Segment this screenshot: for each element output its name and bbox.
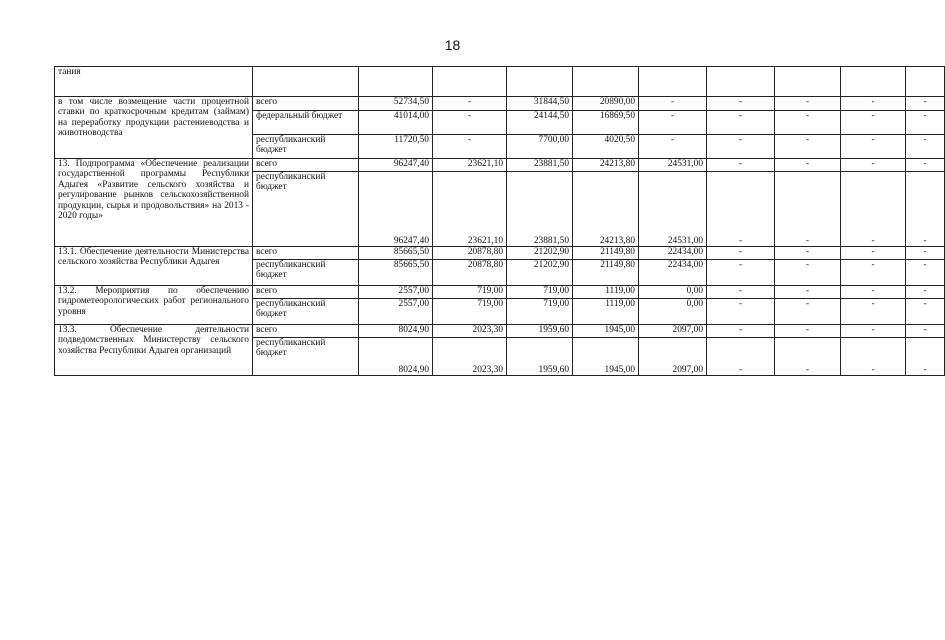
- item-name-cell: 13.1. Обеспечение деятельности Министерства сельского хозяйства Республики Адыгея: [55, 247, 253, 286]
- amount-cell: -: [841, 338, 906, 376]
- amount-cell: -: [707, 97, 775, 111]
- amount-cell: -: [775, 325, 841, 338]
- amount-cell: -: [775, 111, 841, 135]
- amount-cell: 719,00: [433, 299, 507, 325]
- funding-source-cell: федеральный бюджет: [253, 111, 359, 135]
- amount-cell: -: [775, 247, 841, 260]
- amount-cell: -: [906, 299, 945, 325]
- funding-source-cell: республиканский бюджет: [253, 260, 359, 286]
- table-row: [55, 247, 945, 260]
- amount-cell: -: [906, 325, 945, 338]
- funding-source-cell: всего: [253, 159, 359, 172]
- amount-cell: -: [775, 338, 841, 376]
- table-row: [55, 67, 945, 97]
- item-name-cell: в том числе возмещение части процентной ставки по краткосрочным кредитам (займам) на переработку продукции растениеводства и животноводства: [55, 97, 253, 159]
- amount-cell: 22434,00: [639, 260, 707, 286]
- item-name-cell: 13.3. Обеспечение деятельности подведомственных Министерству сельского хозяйства Республики Адыгея организаций: [55, 325, 253, 376]
- amount-cell: 2557,00: [359, 299, 433, 325]
- amount-cell: [573, 67, 639, 97]
- table-body: [55, 67, 945, 376]
- amount-cell: 21202,90: [507, 247, 573, 260]
- funding-source-cell: всего: [253, 97, 359, 111]
- amount-cell: 20890,00: [573, 97, 639, 111]
- amount-cell: -: [841, 159, 906, 172]
- amount-cell: -: [707, 325, 775, 338]
- amount-cell: -: [639, 97, 707, 111]
- amount-cell: -: [906, 338, 945, 376]
- amount-cell: -: [707, 111, 775, 135]
- amount-cell: -: [775, 172, 841, 247]
- amount-cell: 719,00: [507, 299, 573, 325]
- amount-cell: -: [906, 97, 945, 111]
- table-row: [55, 325, 945, 338]
- amount-cell: 41014,00: [359, 111, 433, 135]
- funding-source-cell: всего: [253, 286, 359, 299]
- amount-cell: -: [841, 325, 906, 338]
- amount-cell: -: [841, 286, 906, 299]
- budget-table: [54, 66, 945, 376]
- amount-cell: 24213,80: [573, 159, 639, 172]
- amount-cell: 2557,00: [359, 286, 433, 299]
- amount-cell: -: [775, 97, 841, 111]
- amount-cell: 23881,50: [507, 159, 573, 172]
- amount-cell: -: [775, 260, 841, 286]
- amount-cell: -: [707, 338, 775, 376]
- amount-cell: 8024,90: [359, 338, 433, 376]
- amount-cell: -: [707, 286, 775, 299]
- amount-cell: -: [433, 135, 507, 159]
- amount-cell: [906, 67, 945, 97]
- amount-cell: 85665,50: [359, 260, 433, 286]
- amount-cell: -: [707, 260, 775, 286]
- amount-cell: 52734,50: [359, 97, 433, 111]
- amount-cell: 22434,00: [639, 247, 707, 260]
- amount-cell: -: [639, 135, 707, 159]
- amount-cell: 4020,50: [573, 135, 639, 159]
- amount-cell: [507, 67, 573, 97]
- amount-cell: -: [841, 247, 906, 260]
- amount-cell: -: [707, 172, 775, 247]
- amount-cell: [841, 67, 906, 97]
- amount-cell: -: [841, 97, 906, 111]
- item-name-cell: 13.2. Мероприятия по обеспечению гидрометеорологических работ регионального уровня: [55, 286, 253, 325]
- amount-cell: -: [841, 172, 906, 247]
- amount-cell: 20878,80: [433, 260, 507, 286]
- amount-cell: 0,00: [639, 286, 707, 299]
- amount-cell: 23621,10: [433, 159, 507, 172]
- amount-cell: [359, 67, 433, 97]
- amount-cell: 719,00: [507, 286, 573, 299]
- amount-cell: 21149,80: [573, 260, 639, 286]
- funding-source-cell: республиканский бюджет: [253, 299, 359, 325]
- page-number: 18: [444, 37, 461, 53]
- amount-cell: -: [775, 299, 841, 325]
- amount-cell: 1959,60: [507, 325, 573, 338]
- amount-cell: -: [906, 260, 945, 286]
- amount-cell: -: [841, 111, 906, 135]
- amount-cell: 719,00: [433, 286, 507, 299]
- amount-cell: -: [775, 159, 841, 172]
- funding-source-cell: всего: [253, 325, 359, 338]
- amount-cell: 24531,00: [639, 159, 707, 172]
- amount-cell: -: [433, 97, 507, 111]
- amount-cell: 24531,00: [639, 172, 707, 247]
- amount-cell: 2097,00: [639, 325, 707, 338]
- amount-cell: -: [906, 135, 945, 159]
- amount-cell: -: [433, 111, 507, 135]
- amount-cell: 1119,00: [573, 299, 639, 325]
- amount-cell: -: [707, 299, 775, 325]
- funding-source-cell: республиканский бюджет: [253, 338, 359, 376]
- amount-cell: 2023,30: [433, 325, 507, 338]
- amount-cell: -: [906, 111, 945, 135]
- amount-cell: 0,00: [639, 299, 707, 325]
- amount-cell: 96247,40: [359, 159, 433, 172]
- amount-cell: 31844,50: [507, 97, 573, 111]
- amount-cell: 24144,50: [507, 111, 573, 135]
- amount-cell: -: [841, 260, 906, 286]
- amount-cell: 1959,60: [507, 338, 573, 376]
- funding-source-cell: всего: [253, 247, 359, 260]
- amount-cell: [639, 67, 707, 97]
- amount-cell: 85665,50: [359, 247, 433, 260]
- amount-cell: -: [906, 172, 945, 247]
- amount-cell: -: [906, 159, 945, 172]
- amount-cell: 1119,00: [573, 286, 639, 299]
- funding-source-cell: республиканский бюджет: [253, 135, 359, 159]
- funding-source-cell: [253, 67, 359, 97]
- amount-cell: 8024,90: [359, 325, 433, 338]
- amount-cell: 24213,80: [573, 172, 639, 247]
- amount-cell: 23881,50: [507, 172, 573, 247]
- amount-cell: -: [775, 135, 841, 159]
- amount-cell: [433, 67, 507, 97]
- item-name-cell: 13. Подпрограмма «Обеспечение реализации государственной программы Республики Адыгея «Развитие сельского хозяйства и регулирование рынков сельскохозяйственной продукции, сырья и продовольствия» на 2013 - 2020 годы»: [55, 159, 253, 247]
- amount-cell: 20878,80: [433, 247, 507, 260]
- amount-cell: 23621,10: [433, 172, 507, 247]
- funding-source-cell: республиканский бюджет: [253, 172, 359, 247]
- amount-cell: 2023,30: [433, 338, 507, 376]
- amount-cell: 21149,80: [573, 247, 639, 260]
- amount-cell: -: [841, 135, 906, 159]
- amount-cell: -: [775, 286, 841, 299]
- amount-cell: 2097,00: [639, 338, 707, 376]
- amount-cell: 21202,90: [507, 260, 573, 286]
- table-row: [55, 286, 945, 299]
- table-row: [55, 97, 945, 111]
- amount-cell: 1945,00: [573, 325, 639, 338]
- amount-cell: 7700,00: [507, 135, 573, 159]
- amount-cell: 96247,40: [359, 172, 433, 247]
- amount-cell: -: [707, 135, 775, 159]
- amount-cell: [707, 67, 775, 97]
- amount-cell: 1945,00: [573, 338, 639, 376]
- amount-cell: -: [707, 247, 775, 260]
- amount-cell: -: [639, 111, 707, 135]
- table-row: [55, 159, 945, 172]
- amount-cell: 11720,50: [359, 135, 433, 159]
- amount-cell: -: [707, 159, 775, 172]
- amount-cell: -: [841, 299, 906, 325]
- amount-cell: 16869,50: [573, 111, 639, 135]
- item-name-cell: тания: [55, 67, 253, 97]
- amount-cell: -: [906, 286, 945, 299]
- amount-cell: -: [906, 247, 945, 260]
- amount-cell: [775, 67, 841, 97]
